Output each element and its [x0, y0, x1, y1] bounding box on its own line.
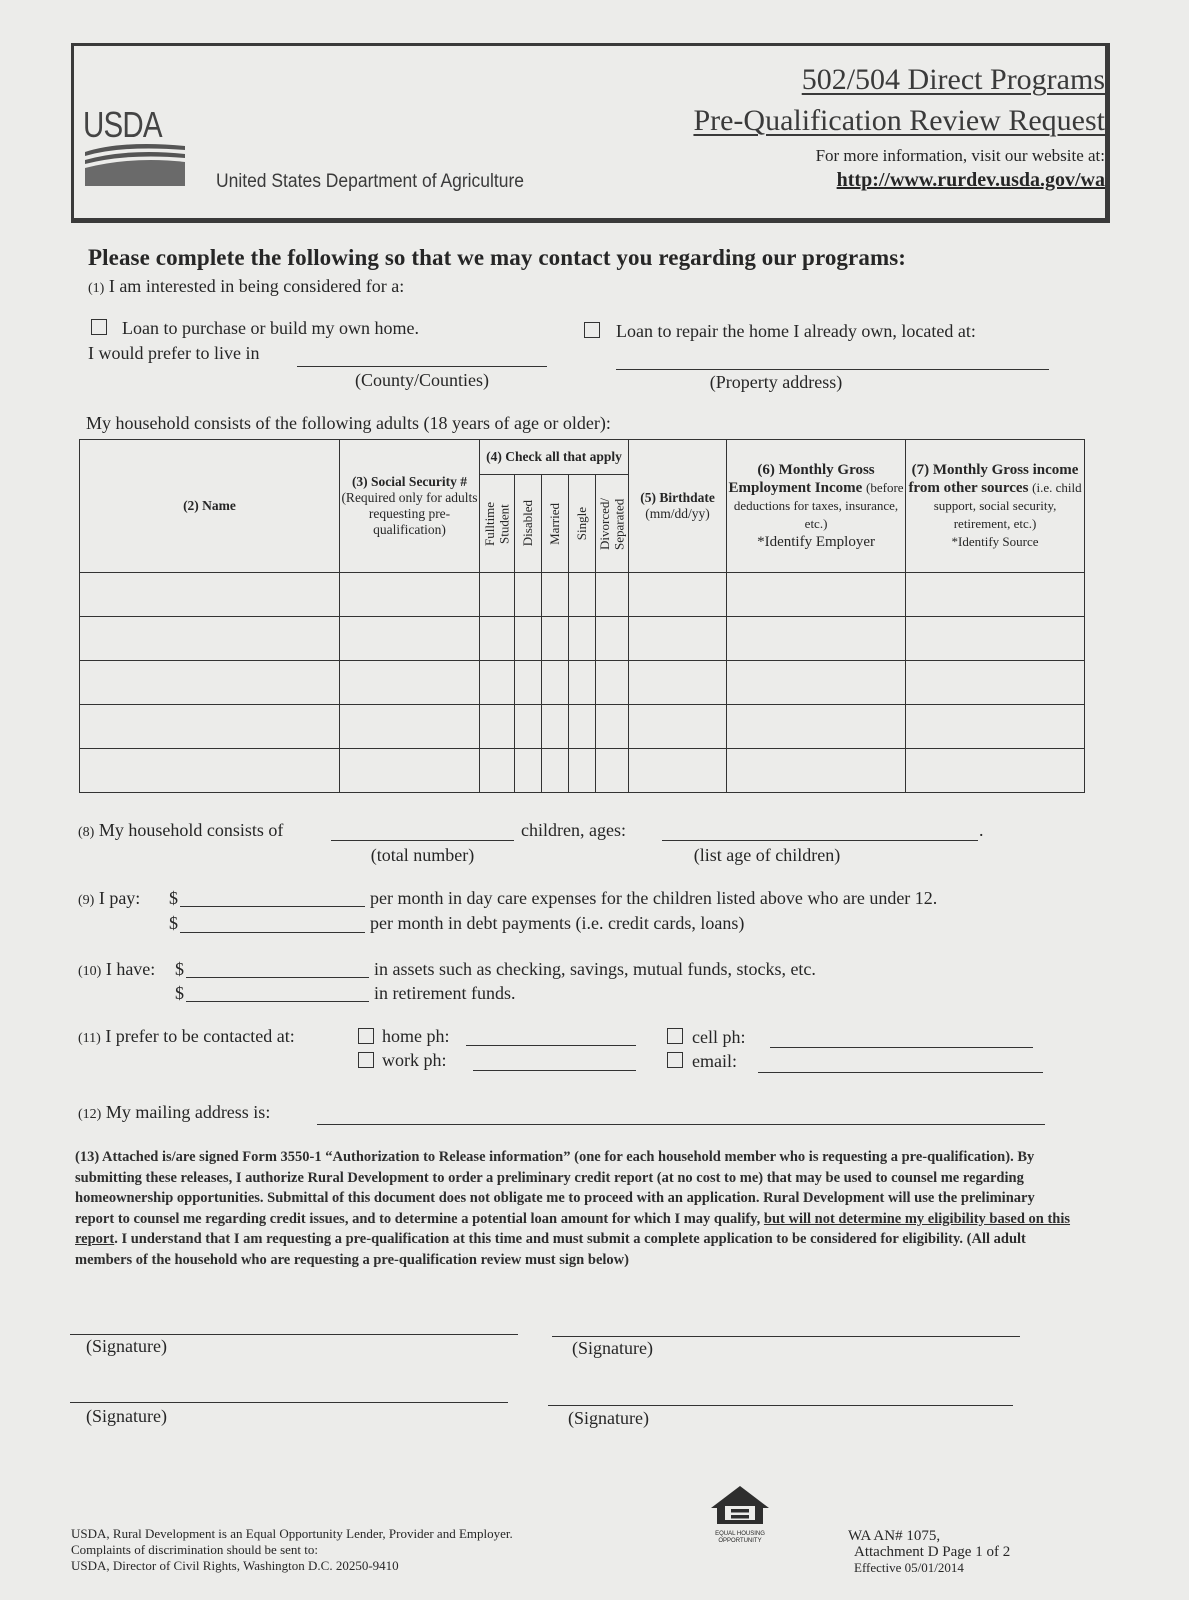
q10-label: (10) I have:: [78, 959, 156, 979]
col-header-disabled: Disabled: [515, 475, 542, 573]
employment-income-cell[interactable]: [727, 617, 906, 661]
disabled-cell[interactable]: [515, 573, 542, 617]
col-header-married: Married: [542, 475, 569, 573]
other-income-cell[interactable]: [906, 705, 1085, 749]
single-cell[interactable]: [569, 661, 596, 705]
signature-line-2[interactable]: [552, 1336, 1020, 1337]
q8-label: (8) My household consists of: [78, 820, 284, 840]
period: .: [979, 820, 984, 840]
single-cell[interactable]: [569, 705, 596, 749]
q12-label: (12) My mailing address is:: [78, 1102, 271, 1122]
daycare-expense-label: per month in day care expenses for the children listed above who are under 12.: [370, 888, 938, 908]
more-info-text: For more information, visit our website at:: [815, 146, 1105, 165]
fulltime-student-cell[interactable]: [480, 617, 515, 661]
married-cell[interactable]: [542, 749, 569, 793]
table-row: [80, 573, 1085, 617]
children-ages-label: children, ages:: [521, 820, 626, 840]
signature-caption-4: (Signature): [568, 1408, 649, 1428]
purchase-loan-checkbox[interactable]: [91, 319, 107, 335]
cell-phone-label: cell ph:: [692, 1027, 746, 1047]
name-cell[interactable]: [80, 705, 340, 749]
form-title-request: Pre-Qualification Review Request: [693, 104, 1105, 137]
equal-housing-logo: [707, 1484, 773, 1545]
assets-input[interactable]: [186, 977, 369, 978]
col-header-fulltime-student: Fulltime Student: [480, 475, 515, 573]
other-income-cell[interactable]: [906, 749, 1085, 793]
cell-phone-input[interactable]: [770, 1047, 1033, 1048]
table-row: [80, 749, 1085, 793]
col-header-single: Single: [569, 475, 596, 573]
county-input[interactable]: [297, 366, 547, 367]
disabled-cell[interactable]: [515, 661, 542, 705]
col-header-ssn: (3) Social Security # (Required only for adults requesting pre-qualification): [340, 440, 480, 573]
children-ages-caption: (list age of children): [693, 845, 841, 865]
children-ages-input[interactable]: [662, 840, 978, 841]
employment-income-cell[interactable]: [727, 661, 906, 705]
signature-line-4[interactable]: [548, 1405, 1013, 1406]
form-identifier: WA AN# 1075, Attachment D Page 1 of 2 Effective 05/01/2014: [848, 1528, 1011, 1575]
county-caption: (County/Counties): [355, 370, 489, 390]
divorced-cell[interactable]: [596, 705, 629, 749]
household-adults-table: [79, 439, 1085, 793]
equal-housing-caption: EQUAL HOUSING OPPORTUNITY: [715, 1531, 765, 1544]
fulltime-student-cell[interactable]: [480, 705, 515, 749]
col-header-other-income: (7) Monthly Gross income from other sources (i.e. child support, social security, retirement, etc.) *Identify Source: [906, 440, 1085, 573]
other-income-cell[interactable]: [906, 573, 1085, 617]
ssn-cell[interactable]: [340, 661, 480, 705]
usda-logo-icon: [83, 142, 187, 186]
single-cell[interactable]: [569, 617, 596, 661]
property-address-caption: (Property address): [709, 372, 843, 392]
dollar-sign: $: [169, 913, 178, 933]
married-cell[interactable]: [542, 573, 569, 617]
single-cell[interactable]: [569, 749, 596, 793]
purchase-loan-label: Loan to purchase or build my own home.: [122, 318, 419, 338]
birthdate-cell[interactable]: [629, 617, 727, 661]
prefer-live-label: I would prefer to live in: [88, 343, 260, 363]
email-label: email:: [692, 1051, 737, 1071]
home-phone-input[interactable]: [466, 1045, 636, 1046]
debt-payments-input[interactable]: [180, 932, 365, 933]
disabled-cell[interactable]: [515, 749, 542, 793]
dollar-sign: $: [175, 959, 184, 979]
table-row: [80, 705, 1085, 749]
birthdate-cell[interactable]: [629, 749, 727, 793]
dollar-sign: $: [175, 983, 184, 1003]
employment-income-cell[interactable]: [727, 705, 906, 749]
fulltime-student-cell[interactable]: [480, 661, 515, 705]
q9-label: (9) I pay:: [78, 888, 141, 908]
retirement-funds-label: in retirement funds.: [374, 983, 516, 1003]
cell-phone-checkbox[interactable]: [667, 1028, 683, 1044]
employment-income-cell[interactable]: [727, 573, 906, 617]
divorced-cell[interactable]: [596, 661, 629, 705]
debt-payments-label: per month in debt payments (i.e. credit cards, loans): [370, 913, 745, 933]
fulltime-student-cell[interactable]: [480, 573, 515, 617]
home-phone-label: home ph:: [382, 1026, 450, 1046]
intro-heading: Please complete the following so that we may contact you regarding our programs:: [88, 245, 907, 270]
authorization-paragraph: (13) Attached is/are signed Form 3550-1 “Authorization to Release information” (one for each household member who is requesting a pre-qualification). By submitting these releases, I authorize Rural Development to order a preliminary credit report (at no cost to me) that may be used to counsel me regarding homeownership opportunities. Submittal of this document does not obligate me to proceed with an application. Rural Development will use the preliminary report to counsel me regarding credit issues, and to determine a potential loan amount for which I may qualify, but will not determine my eligibility based on this report. I understand that I am requesting a pre-qualification at this time and must submit a complete application to be considered for eligibility. (All adult members of the household who are requesting a pre-qualification review must sign below): [75, 1149, 1071, 1268]
form-title-programs: 502/504 Direct Programs: [801, 63, 1105, 96]
name-cell[interactable]: [80, 573, 340, 617]
work-phone-label: work ph:: [382, 1050, 447, 1070]
birthdate-cell[interactable]: [629, 573, 727, 617]
birthdate-cell[interactable]: [629, 705, 727, 749]
dollar-sign: $: [169, 888, 178, 908]
disabled-cell[interactable]: [515, 705, 542, 749]
work-phone-input[interactable]: [473, 1070, 636, 1071]
daycare-expense-input[interactable]: [180, 906, 365, 907]
email-input[interactable]: [758, 1072, 1043, 1073]
signature-caption-3: (Signature): [86, 1406, 167, 1426]
email-checkbox[interactable]: [667, 1052, 683, 1068]
ssn-cell[interactable]: [340, 617, 480, 661]
mailing-address-input[interactable]: [317, 1124, 1045, 1125]
website-link[interactable]: http://www.rurdev.usda.gov/wa: [836, 169, 1105, 191]
q11-label: (11) I prefer to be contacted at:: [78, 1026, 295, 1046]
married-cell[interactable]: [542, 661, 569, 705]
col-header-birthdate: (5) Birthdate (mm/dd/yy): [629, 440, 727, 573]
retirement-funds-input[interactable]: [186, 1001, 369, 1002]
ssn-cell[interactable]: [340, 705, 480, 749]
property-address-input[interactable]: [616, 369, 1049, 370]
employment-income-cell[interactable]: [727, 749, 906, 793]
equal-housing-icon: [707, 1484, 773, 1526]
signature-line-1[interactable]: [70, 1334, 518, 1335]
children-total-caption: (total number): [370, 845, 475, 865]
col-header-divorced-separated: Divorced/ Separated: [596, 475, 629, 573]
other-income-cell[interactable]: [906, 617, 1085, 661]
fulltime-student-cell[interactable]: [480, 749, 515, 793]
repair-loan-label: Loan to repair the home I already own, located at:: [616, 321, 976, 341]
married-cell[interactable]: [542, 617, 569, 661]
footer-equal-opportunity: USDA, Rural Development is an Equal Opportunity Lender, Provider and Employer. Complaints of discrimination should be sent to: USDA, Director of Civil Rights, Washington D.C. 20250-9410: [71, 1526, 513, 1573]
disabled-cell[interactable]: [515, 617, 542, 661]
name-cell[interactable]: [80, 617, 340, 661]
col-header-check-all: (4) Check all that apply: [480, 440, 629, 475]
repair-loan-checkbox[interactable]: [584, 322, 600, 338]
table-row: [80, 661, 1085, 705]
name-cell[interactable]: [80, 749, 340, 793]
other-income-cell[interactable]: [906, 661, 1085, 705]
divorced-cell[interactable]: [596, 749, 629, 793]
children-total-input[interactable]: [331, 840, 514, 841]
usda-logo-text: USDA: [83, 104, 162, 145]
table-row: [80, 617, 1085, 661]
divorced-cell[interactable]: [596, 573, 629, 617]
signature-line-3[interactable]: [70, 1402, 508, 1403]
single-cell[interactable]: [569, 573, 596, 617]
divorced-cell[interactable]: [596, 617, 629, 661]
household-adults-label: My household consists of the following adults (18 years of age or older):: [86, 413, 611, 433]
department-name: United States Department of Agriculture: [216, 171, 525, 192]
q1-label: (1) I am interested in being considered for a:: [88, 276, 405, 296]
col-header-employment-income: (6) Monthly Gross Employment Income (before deductions for taxes, insurance, etc.) *Identify Employer: [727, 440, 906, 573]
signature-caption-2: (Signature): [572, 1338, 653, 1358]
ssn-cell[interactable]: [340, 573, 480, 617]
signature-caption-1: (Signature): [86, 1336, 167, 1356]
ssn-cell[interactable]: [340, 749, 480, 793]
home-phone-checkbox[interactable]: [358, 1028, 374, 1044]
work-phone-checkbox[interactable]: [358, 1052, 374, 1068]
birthdate-cell[interactable]: [629, 661, 727, 705]
name-cell[interactable]: [80, 661, 340, 705]
married-cell[interactable]: [542, 705, 569, 749]
assets-label: in assets such as checking, savings, mutual funds, stocks, etc.: [374, 959, 816, 979]
col-header-name: (2) Name: [80, 440, 340, 573]
